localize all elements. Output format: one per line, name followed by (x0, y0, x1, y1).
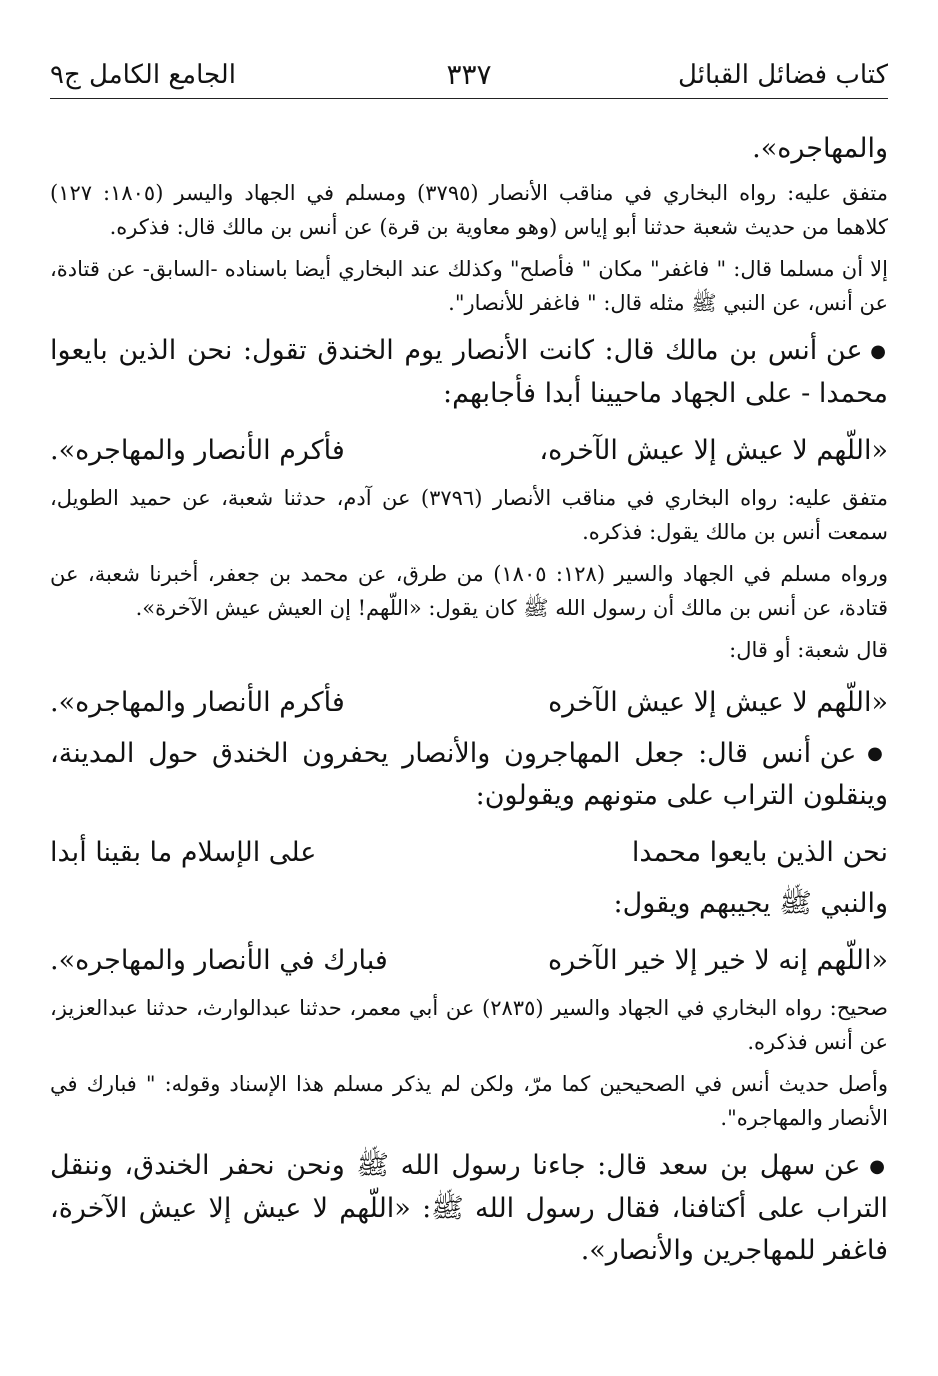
book-title: الجامع الكامل ج٩ (50, 60, 236, 90)
hadith-paragraph: ● عن أنس قال: جعل المهاجرون والأنصار يحفرون الخندق حول المدينة، وينقلون التراب على متونهم ويقولون: (50, 733, 888, 818)
page-number: ٣٣٧ (446, 58, 492, 91)
verse-second-half: فبارك في الأنصار والمهاجره». (50, 945, 388, 976)
verse-first-half: «اللّهم لا عيش إلا عيش الآخره (548, 686, 888, 718)
verse-second-half: فأكرم الأنصار والمهاجره». (50, 686, 345, 718)
page-header (50, 48, 888, 98)
hadith-paragraph: ● عن أنس بن مالك قال: كانت الأنصار يوم الخندق تقول: نحن الذين بايعوا محمدا - على الجهاد ماحيينا أبدا فأجابهم: (50, 330, 888, 415)
takhrij-note: متفق عليه: رواه البخاري في مناقب الأنصار (٣٧٩٥) ومسلم في الجهاد واليسر (١٨٠٥: ١٢٧) كلاهما من حديث شعبة حدثنا أبو إياس (وهو معاوية بن قرة) عن أنس بن مالك قال: فذكره. (50, 181, 889, 239)
poem-verse (50, 681, 888, 725)
verse-first-half: نحن الذين بايعوا محمدا (631, 837, 888, 868)
poem-verse (50, 939, 888, 983)
takhrij-note: ورواه مسلم في الجهاد والسير (١٢٨: ١٨٠٥) من طرق، عن محمد بن جعفر، أخبرنا شعبة، عن قتادة، عن أنس بن مالك أن رسول الله ﷺ كان يقول: «اللّهم! إن العيش عيش الآخرة». (50, 561, 888, 620)
verse-second-half: فأكرم الأنصار والمهاجره». (50, 434, 345, 466)
takhrij-note: متفق عليه: رواه البخاري في مناقب الأنصار (٣٧٩٦) عن آدم، حدثنا شعبة، عن حميد الطويل، سمعت أنس بن مالك يقول: فذكره. (50, 485, 888, 544)
takhrij-note: وأصل حديث أنس في الصحيحين كما مرّ، ولكن لم يذكر مسلم هذا الإسناد وقوله: " فبارك في الأنصار والمهاجره". (50, 1072, 888, 1130)
takhrij-note: قال شعبة: أو قال: (729, 637, 888, 662)
poem-verse (50, 429, 888, 473)
hadith-ending: والمهاجره». (752, 133, 888, 164)
chapter-title: كتاب فضائل القبائل (678, 60, 888, 90)
verse-second-half: على الإسلام ما بقينا أبدا (50, 837, 317, 868)
takhrij-note: إلا أن مسلما قال: " فاغفر" مكان " فأصلح" وكذلك عند البخاري أيضا باسناده -السابق- عن قتادة، عن أنس، عن النبي ﷺ مثله قال: " فاغفر للأنصار". (50, 257, 888, 315)
poem-verse (50, 831, 888, 875)
takhrij-note: صحيح: رواه البخاري في الجهاد والسير (٢٨٣٥) عن أبي معمر، حدثنا عبدالوارث، حدثنا عبدالعزيز، عن أنس فذكره. (50, 996, 888, 1054)
header-rule (50, 98, 888, 99)
verse-first-half: «اللّهم إنه لا خير إلا خير الآخره (547, 945, 888, 976)
hadith-paragraph: والنبي ﷺ يجيبهم ويقول: (613, 888, 888, 919)
page-body (50, 128, 888, 1272)
verse-first-half: «اللّهم لا عيش إلا عيش الآخره، (539, 434, 888, 466)
hadith-paragraph: ● عن سهل بن سعد قال: جاءنا رسول الله ﷺ ونحن نحفر الخندق، وننقل التراب على أكتافنا، فقال رسول الله ﷺ: «اللّهم لا عيش إلا عيش الآخرة، فاغفر للمهاجرين والأنصار». (50, 1145, 888, 1272)
